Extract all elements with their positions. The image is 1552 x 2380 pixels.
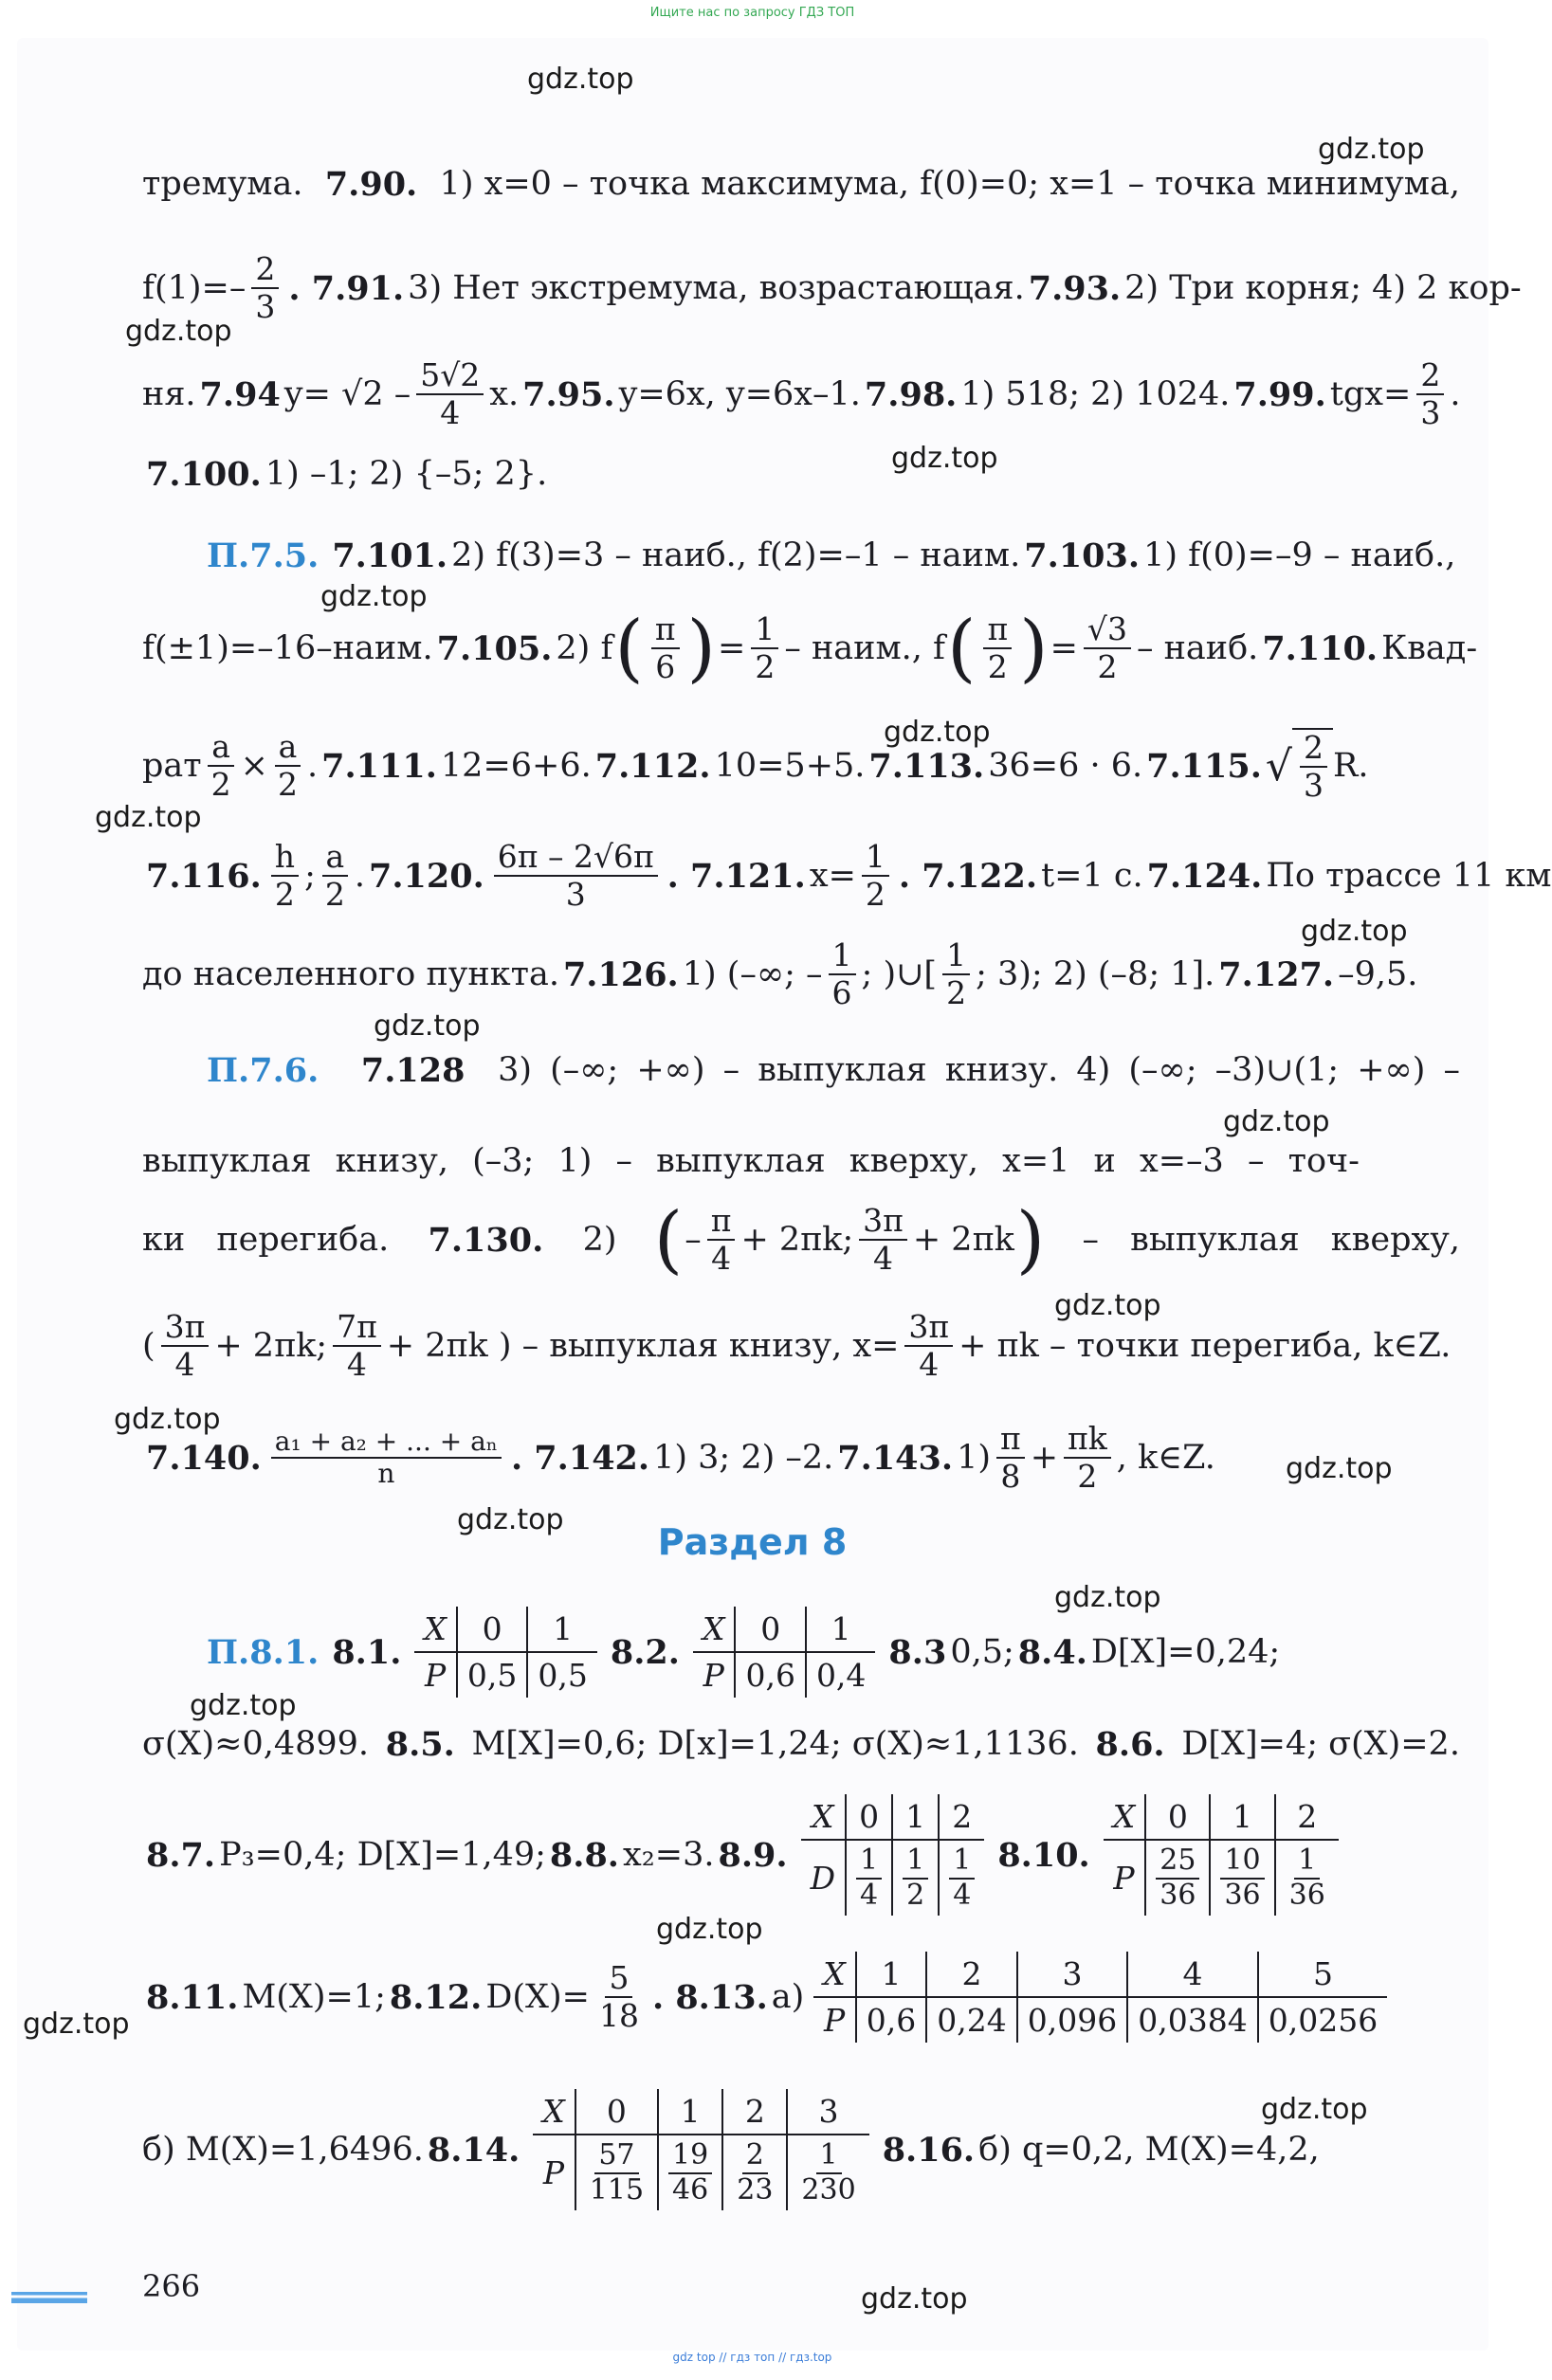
table-cell: $\frac{1}{36}$ <box>1275 1840 1339 1916</box>
table-cell: P <box>425 1657 447 1694</box>
answer-text: ня. <box>142 375 196 413</box>
fraction: $\frac{2}{3}$ <box>1416 357 1444 431</box>
table-cell: 0,6 <box>735 1652 805 1698</box>
watermark: gdz.top <box>1301 915 1408 948</box>
table-cell: X <box>533 2089 575 2135</box>
problem-number: 7.140. <box>146 1438 262 1478</box>
answer-text: ( <box>142 1327 155 1365</box>
problem-number: . 7.121. <box>666 856 806 896</box>
answer-text: 1) 518; 2) 1024. <box>960 375 1231 413</box>
answer-text: 1) (–∞; – <box>682 955 823 993</box>
answer-text: . <box>1450 375 1461 413</box>
table-cell: 1 <box>856 1952 926 1997</box>
table-cell: X <box>813 1952 856 1997</box>
answer-text: ; )∪[ <box>861 955 938 993</box>
problem-number: . 7.122. <box>898 856 1038 896</box>
table-cell: 0,5 <box>457 1652 527 1698</box>
fraction: $\frac{1}{2}$ <box>942 937 970 1011</box>
problem-number: 7.95. <box>522 374 615 414</box>
watermark: gdz.top <box>320 580 428 613</box>
table-cell: X <box>693 1607 736 1652</box>
answer-text: tgx= <box>1329 375 1412 413</box>
answer-text: а) <box>771 1978 805 2016</box>
watermark: gdz.top <box>1261 2093 1368 2126</box>
table-cell: P <box>703 1657 724 1694</box>
fraction: $\frac{\text{a₁ + a₂ + ... + aₙ}}{n}$ <box>271 1426 502 1489</box>
problem-number: 7.126. <box>562 954 679 994</box>
answer-text: f(±1)=–16–наим. <box>142 629 433 667</box>
section-label: П.7.5. <box>207 536 320 575</box>
table-cell: 0,24 <box>926 1997 1016 2043</box>
answer-line <box>142 449 1460 499</box>
problem-number: 7.113. <box>868 746 985 786</box>
fraction: $\frac{\pi}{8}$ <box>996 1421 1025 1495</box>
problem-number: 8.4. <box>1017 1632 1087 1672</box>
watermark: gdz.top <box>23 2008 130 2041</box>
answer-line <box>142 248 1522 328</box>
answer-text: = <box>717 629 746 667</box>
table-cell: 3 <box>1017 1952 1127 1997</box>
table-cell: 0,5 <box>527 1652 596 1698</box>
answer-line <box>142 349 1460 440</box>
answer-text: x. <box>489 375 520 413</box>
problem-number: 7.98. <box>864 374 958 414</box>
fraction: $\frac{a}{2}$ <box>274 729 301 803</box>
answer-text: P₃=0,4; D[X]=1,49; <box>219 1836 546 1874</box>
answer-text: 12=6+6. <box>440 747 592 785</box>
problem-number: . 7.91. <box>288 268 405 308</box>
problem-number: 8.10. <box>997 1835 1090 1875</box>
problem-number: 7.99. <box>1233 374 1326 414</box>
table-cell: 0 <box>575 2089 658 2135</box>
answer-text: 2) f(3)=3 – наиб., f(2)=–1 – наим. <box>451 536 1021 574</box>
answer-line <box>142 1135 1460 1187</box>
answer-text: 2) Три корня; 4) 2 кор- <box>1124 269 1522 307</box>
footer-links[interactable]: gdz top // гдз топ // гдз.top <box>672 2351 832 2364</box>
problem-number: 7.100. <box>146 454 262 494</box>
top-banner[interactable]: Ищите нас по запросу ГДЗ ТОП <box>649 6 855 20</box>
watermark: gdz.top <box>374 1009 481 1043</box>
section-heading: Раздел 8 <box>657 1521 848 1563</box>
answer-text: M(X)=1; <box>242 1978 386 2016</box>
table-cell: P <box>542 2154 565 2191</box>
answer-text: = <box>1050 629 1078 667</box>
table-cell: X <box>801 1794 846 1840</box>
table-cell: 0 <box>457 1607 527 1652</box>
fraction: $\frac{h}{2}$ <box>271 839 299 913</box>
table-cell: 0,096 <box>1017 1997 1127 2043</box>
answer-text: 0,5; <box>950 1633 1014 1671</box>
watermark: gdz.top <box>656 1913 763 1946</box>
problem-number: 8.6. <box>1095 1724 1165 1764</box>
table-cell: 0,0384 <box>1127 1997 1257 2043</box>
fraction: $\frac{3\pi}{4}$ <box>904 1309 953 1383</box>
answer-text: –9,5. <box>1338 955 1418 993</box>
answer-text: – наим., f <box>784 629 946 667</box>
table-cell: 0 <box>846 1794 892 1840</box>
table-cell: 1 <box>806 1607 875 1652</box>
answer-text: D[X]=4; σ(X)=2. <box>1181 1725 1460 1763</box>
answer-text: M[X]=0,6; D[x]=1,24; σ(X)≈1,1136. <box>471 1725 1079 1763</box>
problem-number: 7.115. <box>1146 746 1262 786</box>
answer-text: 3) (–∞; +∞) – выпуклая книзу. 4) (–∞; –3)∪(1; +∞) – <box>498 1051 1460 1089</box>
answer-text: ки перегиба. <box>142 1221 390 1259</box>
answer-text: рат <box>142 747 202 785</box>
answer-text: + 2πk; <box>214 1327 328 1365</box>
answer-line <box>142 159 1460 209</box>
table-cell: 3 <box>787 2089 868 2135</box>
table-cell: $\frac{1}{4}$ <box>939 1840 984 1916</box>
answer-text: – выпуклая кверху, <box>1082 1221 1460 1259</box>
distribution-table <box>414 1607 596 1698</box>
fraction: $\frac{5}{18}$ <box>598 1959 639 2034</box>
answer-text: тремума. <box>142 165 303 203</box>
answer-text: × <box>240 747 268 785</box>
table-cell: 0,0256 <box>1258 1997 1387 2043</box>
answer-text: 1) –1; 2) {–5; 2}. <box>265 455 548 493</box>
watermark: gdz.top <box>457 1503 564 1536</box>
table-cell: P <box>1113 1860 1135 1897</box>
problem-number: 7.127. <box>1218 954 1335 994</box>
answer-text: 2) f <box>556 629 613 667</box>
table-cell: $\frac{10}{36}$ <box>1210 1840 1274 1916</box>
problem-number: . 8.13. <box>651 1977 768 2017</box>
table-cell: 2 <box>926 1952 1016 1997</box>
watermark: gdz.top <box>190 1689 297 1722</box>
watermark: gdz.top <box>884 716 991 749</box>
table-cell: 1 <box>527 1607 596 1652</box>
fraction: $\frac{5√2}{4}$ <box>416 357 484 431</box>
watermark: gdz.top <box>861 2282 968 2316</box>
table-cell: $\frac{57}{115}$ <box>575 2135 658 2210</box>
answer-text: + 2πk <box>912 1221 1014 1259</box>
problem-number: 8.5. <box>385 1724 455 1764</box>
answer-text: D(X)= <box>485 1978 590 2016</box>
answer-text: f(1)=– <box>142 269 246 307</box>
problem-number: 7.101. <box>332 536 448 575</box>
problem-number: 8.8. <box>549 1835 619 1875</box>
table-cell: X <box>1104 1794 1146 1840</box>
table-cell: 1 <box>892 1794 939 1840</box>
answer-line <box>207 1600 1460 1704</box>
table-cell: $\frac{1}{230}$ <box>787 2135 868 2210</box>
fraction: $\frac{7\pi}{4}$ <box>333 1309 381 1383</box>
problem-number: 8.1. <box>332 1632 402 1672</box>
fraction: $\frac{\pi}{2}$ <box>983 611 1012 685</box>
problem-number: 8.7. <box>146 1835 216 1875</box>
answer-line <box>142 2083 1460 2216</box>
section-label: П.7.6. <box>207 1050 320 1090</box>
answer-text: . <box>306 747 319 785</box>
answer-line <box>142 832 1552 919</box>
distribution-table <box>1104 1794 1339 1916</box>
table-cell: $\frac{25}{36}$ <box>1145 1840 1210 1916</box>
answer-line <box>142 1945 1460 2049</box>
table-cell: 2 <box>1275 1794 1339 1840</box>
table-cell: $\frac{2}{23}$ <box>722 2135 787 2210</box>
watermark: gdz.top <box>1223 1105 1330 1138</box>
problem-number: 7.130. <box>428 1220 544 1260</box>
table-cell: $\frac{1}{2}$ <box>892 1840 939 1916</box>
fraction: $\frac{2}{3}$ <box>1300 730 1327 804</box>
problem-number: 8.11. <box>146 1977 239 2017</box>
answer-text: . <box>354 857 365 895</box>
answer-line <box>142 931 1460 1018</box>
table-cell: 2 <box>722 2089 787 2135</box>
fraction: $\frac{1}{2}$ <box>862 839 889 913</box>
table-cell: 1 <box>658 2089 722 2135</box>
answer-line <box>142 1784 1460 1926</box>
answer-text: 36=6 · 6. <box>988 747 1143 785</box>
fraction: $\frac{3\pi}{4}$ <box>859 1203 907 1277</box>
distribution-table <box>693 1607 875 1698</box>
problem-number: 7.116. <box>146 856 262 896</box>
table-cell: $\frac{1}{4}$ <box>846 1840 892 1916</box>
answer-text: + <box>1030 1439 1059 1477</box>
answer-text: x₂=3. <box>622 1836 715 1874</box>
fraction: $\frac{a}{2}$ <box>321 839 349 913</box>
answer-text: y= √2 – <box>283 375 411 413</box>
problem-number: . 7.142. <box>510 1438 650 1478</box>
answer-text: y=6x, y=6x–1. <box>618 375 861 413</box>
answer-text: ; <box>304 857 316 895</box>
answer-text: Квад- <box>1381 629 1478 667</box>
watermark: gdz.top <box>1286 1452 1393 1485</box>
answer-line <box>142 1299 1460 1393</box>
table-cell: 1 <box>1210 1794 1274 1840</box>
problem-number: 7.110. <box>1262 628 1379 668</box>
answer-text: ; 3); 2) (–8; 1]. <box>976 955 1215 993</box>
problem-number: 7.128 <box>360 1050 466 1090</box>
answer-text: 10=5+5. <box>714 747 866 785</box>
answer-text: + πk – точки перегиба, k∈Z. <box>959 1327 1452 1365</box>
table-cell: $\frac{19}{46}$ <box>658 2135 722 2210</box>
problem-number: 7.143. <box>837 1438 954 1478</box>
watermark: gdz.top <box>114 1403 221 1436</box>
answer-line <box>142 1410 1460 1505</box>
answer-text: t=1 с. <box>1041 857 1143 895</box>
fraction: $\frac{6\pi - 2√6\pi}{3}$ <box>494 839 658 913</box>
answer-text: выпуклая книзу, (–3; 1) – выпуклая кверху, x=1 и x=–3 – точ- <box>142 1142 1360 1180</box>
answer-text: По трассе 11 км <box>1266 857 1552 895</box>
fraction: $\frac{a}{2}$ <box>208 729 235 803</box>
answer-text: + 2πk ) – выпуклая книзу, x= <box>386 1327 900 1365</box>
problem-number: 7.93. <box>1028 268 1122 308</box>
distribution-table <box>533 2089 868 2210</box>
problem-number: 7.94 <box>199 374 281 414</box>
answer-line <box>142 1717 1460 1771</box>
page-edge-mark <box>11 2292 87 2303</box>
fraction: $\frac{√3}{2}$ <box>1084 611 1131 685</box>
answer-line <box>207 1045 1460 1096</box>
watermark: gdz.top <box>1054 1581 1161 1614</box>
answer-text: 1) 3; 2) –2. <box>653 1439 834 1477</box>
answer-text: б) q=0,2, M(X)=4,2, <box>978 2131 1320 2169</box>
problem-number: 7.103. <box>1024 536 1141 575</box>
table-cell: 5 <box>1258 1952 1387 1997</box>
answer-text: – наиб. <box>1136 629 1259 667</box>
answer-text: R. <box>1332 747 1369 785</box>
fraction: $\frac{1}{6}$ <box>829 937 856 1011</box>
table-cell: 0,4 <box>806 1652 875 1698</box>
fraction: $\frac{\pi k}{2}$ <box>1064 1421 1111 1495</box>
answer-text: , k∈Z. <box>1116 1439 1215 1477</box>
section-label: П.8.1. <box>207 1632 320 1672</box>
problem-number: 7.124. <box>1146 856 1263 896</box>
table-cell: X <box>414 1607 457 1652</box>
answer-text: 1) <box>957 1439 992 1477</box>
answer-text: до населенного пункта. <box>142 955 559 993</box>
distribution-table <box>813 1952 1387 2043</box>
watermark: gdz.top <box>95 801 202 834</box>
table-cell: 0,6 <box>856 1997 926 2043</box>
page-number: 266 <box>142 2268 201 2304</box>
table-cell: 0 <box>1145 1794 1210 1840</box>
problem-number: 8.9. <box>718 1835 788 1875</box>
answer-text: 1) x=0 – точка максимума, f(0)=0; x=1 – точка минимума, <box>439 165 1460 203</box>
fraction: $\frac{3\pi}{4}$ <box>161 1309 210 1383</box>
table-cell: P <box>823 2002 846 2039</box>
answer-text: 2) <box>582 1221 617 1259</box>
watermark: gdz.top <box>1054 1289 1161 1322</box>
answer-text: 3) Нет экстремума, возрастающая. <box>408 269 1025 307</box>
fraction: $\frac{1}{2}$ <box>751 611 778 685</box>
table-cell: 0 <box>735 1607 805 1652</box>
answer-text: σ(X)≈0,4899. <box>142 1725 370 1763</box>
watermark: gdz.top <box>1318 133 1425 166</box>
problem-number: 8.3 <box>888 1632 947 1672</box>
answer-text: + 2πk; <box>740 1221 854 1259</box>
distribution-table <box>801 1794 985 1916</box>
problem-number: 7.90. <box>324 164 418 204</box>
watermark: gdz.top <box>527 63 634 96</box>
problem-number: 7.105. <box>436 628 553 668</box>
problem-number: 8.12. <box>389 1977 483 2017</box>
table-cell: 4 <box>1127 1952 1257 1997</box>
problem-number: 7.112. <box>594 746 711 786</box>
answer-text: б) M(X)=1,6496. <box>142 2131 424 2169</box>
answer-text: D[X]=0,24; <box>1090 1633 1281 1671</box>
answer-line <box>207 529 1460 582</box>
answer-line: рат $\frac{a}{2}$ × $\frac{a}{2}$ . 7.111. 12=6+6. 7.112. 10=5+5. 7.113. 36=6 · 6. 7.115. √ $\frac{2}{3}$ R. <box>142 728 1369 804</box>
table-cell: 2 <box>939 1794 984 1840</box>
watermark: gdz.top <box>891 442 998 475</box>
table-cell: D <box>810 1860 836 1897</box>
watermark: gdz.top <box>125 315 232 348</box>
problem-number: 7.120. <box>369 856 484 896</box>
answer-text: 1) f(0)=–9 – наиб., <box>1143 536 1456 574</box>
problem-number: 7.111. <box>321 746 437 786</box>
problem-number: 8.14. <box>427 2130 520 2170</box>
fraction: $\frac{\pi}{6}$ <box>651 611 680 685</box>
fraction: $\frac{2}{3}$ <box>251 251 279 325</box>
problem-number: 8.16. <box>882 2130 976 2170</box>
answer-text: x= <box>809 857 856 895</box>
answer-line: f(±1)=–16–наим. 7.105. 2) f ( $\frac{\pi}{6}$ ) = $\frac{1}{2}$ – наим., f ( $\frac{\pi}{2}$ ) = $\frac{√3}{2}$ – наиб. 7.110. Квад- <box>142 605 1478 691</box>
answer-line: ки перегиба. 7.130. 2) ( – $\frac{\pi}{4}$ + 2πk; $\frac{3\pi}{4}$ + 2πk ) – выпуклая кверху, <box>142 1196 1460 1282</box>
fraction: $\frac{\pi}{4}$ <box>707 1203 736 1277</box>
problem-number: 8.2. <box>610 1632 680 1672</box>
